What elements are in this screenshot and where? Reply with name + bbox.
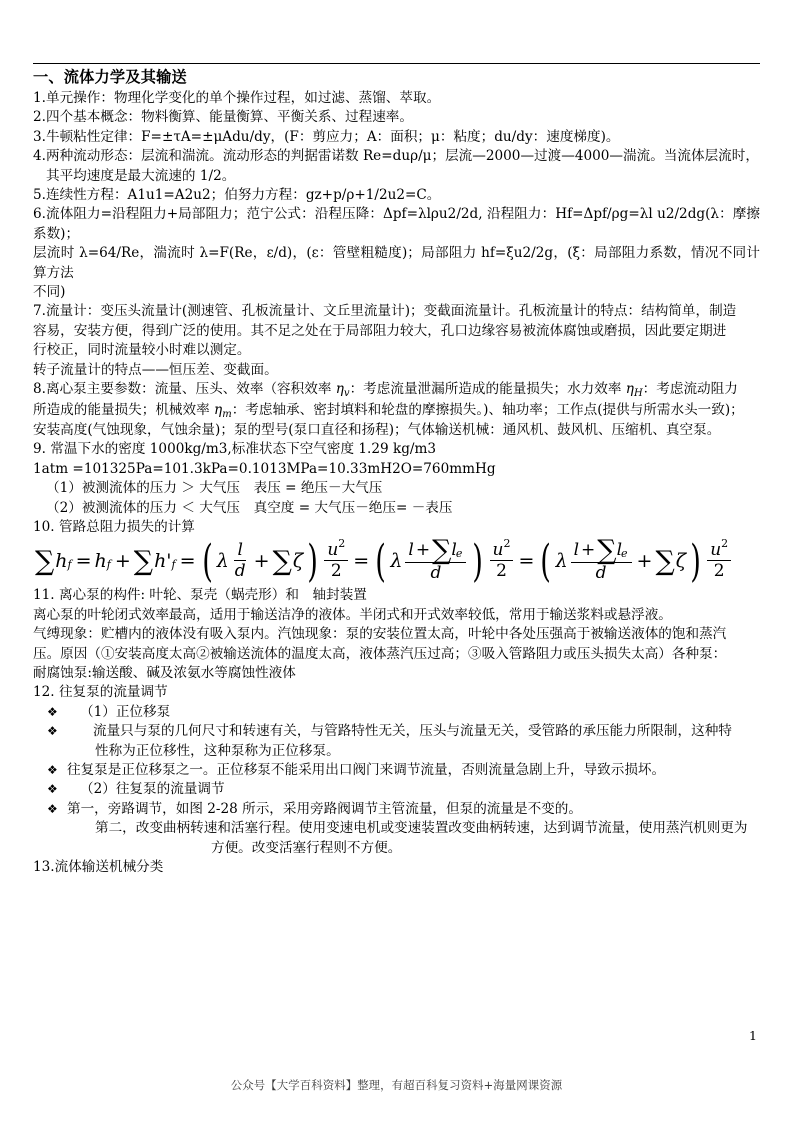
formula-den-2-3: 2	[713, 561, 725, 582]
formula-e-sub-1: e	[455, 547, 463, 561]
item-10: 10. 管路总阻力损失的计算	[33, 518, 195, 535]
formula-frac-u2-over-2-3	[707, 537, 731, 582]
item-9-line2: 1atm =101325Pa=101.3kPa=0.1013MPa=10.33mH2O=760mmHg	[33, 460, 496, 477]
item-5: 5.连续性方程：A1u1=A2u2；伯努力方程：gz+p/ρ+1/2u2=C。	[33, 187, 441, 204]
item-3: 3.牛顿粘性定律：F=±τA=±μAdu/dy，(F：剪应力；A：面积；μ：粘度；du/dy：速度梯度)。	[33, 128, 620, 145]
page-number: 1	[749, 1028, 757, 1043]
bullet-continuation-5a: 第二，改变曲柄转速和活塞行程。使用变速电机或变速装置改变曲柄转速，达到调节流量，使用蒸汽机则更为	[95, 820, 748, 837]
page-title: 一、流体力学及其输送	[33, 68, 187, 86]
formula-sigma-3: ∑	[272, 546, 292, 578]
bullet-label-2: 流量只与泵的几何尺寸和转速有关，与管路特性无关，压头与流量无关，受管路的承压能力所限制，这种特	[93, 723, 732, 740]
title-top-rule	[33, 63, 760, 64]
total-resistance-formula	[33, 535, 760, 587]
eta-volumetric-subscript: v	[343, 388, 350, 400]
item-9-line4-text: （2）被测流体的压力 ＜ 大气压 真空度 = 大气压－绝压= －表压	[46, 499, 453, 516]
formula-sigma-4: ∑	[432, 535, 452, 567]
formula-num-l-plus-sum-le-1	[405, 535, 466, 567]
item-6-line2: 层流时 λ=64/Re，湍流时 λ=F(Re，ε/d)，(ε：管壁粗糙度)；局部阻力 hf=ξu2/2g，(ξ：局部阻力系数，情况不同计算方法	[33, 245, 760, 281]
diamond-bullet-icon: ❖	[47, 724, 58, 739]
formula-exp-2-3: 2	[721, 537, 729, 551]
formula-u-sq-1	[324, 537, 348, 561]
item-7-line2: 容易，安装方便，得到广泛的使用。其不足之处在于局部阻力较大，孔口边缘容易被流体腐蚀或磨损，因此要定期进	[33, 322, 727, 339]
formula-sigma-1: ∑	[35, 546, 55, 578]
bullet-text-4	[67, 780, 760, 799]
bullet-text-2	[67, 722, 760, 741]
formula-d-1: d	[234, 561, 246, 582]
formula-equals-3: =	[353, 549, 370, 572]
item-11-line2: 离心泵的叶轮闭式效率最高，适用于输送洁净的液体。半闭式和开式效率较低，常用于输送浆料或悬浮液。	[33, 606, 672, 623]
list-item	[33, 800, 760, 819]
formula-h-1: h	[55, 549, 68, 572]
item-8-line2	[33, 401, 760, 421]
formula-num-l-plus-sum-le-2	[571, 535, 632, 567]
formula-u-sq-2	[490, 537, 514, 561]
item-7-line3: 行校正，同时流量较小时难以测定。	[33, 342, 251, 359]
formula-plus-5: +	[636, 549, 653, 572]
formula-u-2: u	[492, 539, 504, 560]
formula-plus-3: +	[415, 539, 431, 560]
item-8-part1: 8.离心泵主要参数：流量、压头、效率（容积效率	[33, 381, 336, 398]
list-item	[33, 780, 760, 799]
item-7-line1: 7.流量计：变压头流量计(测速管、孔板流量计、文丘里流量计)；变截面流量计。孔板流量计的特点：结构简单，制造	[33, 303, 737, 320]
formula-f-3: f	[171, 558, 176, 572]
formula-u-sq-3	[707, 537, 731, 561]
formula-den-2-1: 2	[330, 561, 342, 582]
item-4-line2-text: 其平均速度是最大流速的 1/2。	[46, 167, 236, 184]
item-9-line4	[33, 499, 760, 518]
item-9-line3-text: （1）被测流体的压力 ＞ 大气压 表压 = 绝压－大气压	[46, 480, 383, 497]
formula-hprime-1: h'	[154, 549, 172, 572]
item-4-line2	[33, 167, 760, 186]
formula-den-2-2: 2	[496, 561, 507, 582]
footer-watermark: 公众号【大学百科资料】整理，有超百科复习资料+海量网课资源	[230, 1078, 563, 1092]
bullet-text-5: 第一，旁路调节，如图 2-28 所示，采用旁路阀调节主管流量，但泵的流量是不变的。	[67, 800, 582, 817]
formula-lambda-1: λ	[216, 549, 229, 572]
item-7-line4: 转子流量计的特点——恒压差、变截面。	[33, 361, 278, 378]
formula-u-3: u	[710, 539, 722, 560]
item-11-line5: 耐腐蚀泵:输送酸、碱及浓氨水等腐蚀性液体	[33, 664, 296, 681]
formula-sigma-2: ∑	[133, 546, 154, 578]
formula-plus-2: +	[253, 549, 270, 572]
formula-equals-2: =	[179, 549, 196, 572]
formula-u-1: u	[327, 539, 339, 560]
item-2: 2.四个基本概念：物料衡算、能量衡算、平衡关系、过程速率。	[33, 109, 413, 126]
item-13: 13.流体输送机械分类	[33, 859, 164, 876]
formula-lambda-2: λ	[390, 549, 403, 572]
formula-sigma-5: ∑	[597, 535, 617, 567]
item-12: 12. 往复泵的流量调节	[33, 684, 168, 701]
formula-zeta-2: ζ	[675, 549, 687, 572]
bullet-continuation-5b: 方便。改变活塞行程则不方便。	[211, 839, 402, 856]
formula-sigma-6: ∑	[655, 546, 675, 578]
formula-frac-lsum-over-d-2	[571, 535, 632, 583]
formula-f-2: f	[106, 558, 111, 572]
eta-mechanical-subscript: m	[222, 408, 232, 420]
formula-equals-1: =	[75, 549, 92, 572]
bullet-text-3: 往复泵是正位移泵之一。正位移泵不能采用出口阀门来调节流量，否则流量急剧上升，导致示损坏。	[67, 762, 666, 778]
item-9-line3	[33, 479, 760, 498]
item-8-part2: ：考虑流量泄漏所造成的能量损失；水力效率	[349, 381, 626, 398]
item-8-part3: ：考虑流动阻力	[642, 381, 738, 398]
item-8-line3: 安装高度(气蚀现象，气蚀余量)；泵的型号(泵口直径和扬程)；气体输送机械：通风机、鼓风机、压缩机、真空泵。	[33, 421, 721, 438]
formula-h-2: h	[94, 549, 107, 572]
eta-hydraulic-symbol: η	[625, 381, 634, 398]
formula-l-2: l	[408, 539, 414, 560]
list-item	[33, 703, 760, 722]
item-9-line1: 9. 常温下水的密度 1000kg/m3,标准状态下空气密度 1.29 kg/m3	[33, 441, 437, 458]
item-8-part4: 所造成的能量损失；机械效率	[33, 401, 215, 418]
formula-plus-1: +	[114, 549, 131, 572]
item-1: 1.单元操作：物理化学变化的单个操作过程，如过滤、蒸馏、萃取。	[33, 90, 441, 106]
formula-l-3: l	[573, 539, 580, 560]
formula-equals-4: =	[518, 549, 535, 572]
item-6-line3: 不同)	[33, 284, 66, 301]
bullet-continuation-2: 性称为正位移性，这种泵称为正位移泵。	[95, 742, 340, 759]
eta-volumetric-symbol: η	[335, 381, 344, 398]
formula-row: ∑ h f = h f + ∑ h' f = ( λ $\frac{l}{d}$ + ∑ ζ ) u 2 2 = ( λ l + ∑ l e d ) u 2 2 = ( λ l + ∑ l e d + ∑ ζ ) u 2 2	[33, 539, 760, 582]
eta-mechanical-symbol: η	[214, 401, 223, 418]
item-4-line1: 4.两种流动形态：层流和湍流。流动形态的判据雷诺数 Re=duρ/μ；层流—2000—过渡—4000—湍流。当流体层流时，	[33, 148, 759, 165]
bullet-label-4: （2）往复泵的流量调节	[80, 781, 225, 798]
formula-l-1: l	[234, 541, 245, 561]
formula-le-1: l	[451, 539, 457, 560]
diamond-bullet-icon: ❖	[47, 704, 58, 719]
formula-exp-2-1: 2	[338, 537, 346, 551]
eta-hydraulic-subscript: H	[633, 388, 643, 400]
formula-frac-l-over-d-1	[232, 541, 249, 581]
formula-exp-2-2: 2	[503, 537, 511, 551]
diamond-bullet-icon: ❖	[47, 782, 58, 797]
diamond-bullet-icon: ❖	[47, 763, 58, 777]
item-8-part5: ：考虑轴承、密封填料和轮盘的摩擦损失。)、轴功率；工作点(提供与所需水头一致)；	[231, 401, 744, 418]
diamond-bullet-icon: ❖	[47, 801, 58, 816]
formula-le-2: l	[616, 539, 623, 560]
item-6-line1: 6.流体阻力=沿程阻力+局部阻力；范宁公式：沿程压降：Δpf=λlρu2/2d, 沿程阻力：Hf=Δpf/ρg=λl u2/2dg(λ：摩擦系数)；	[33, 206, 760, 242]
bullet-label-1: （1）正位移泵	[80, 703, 171, 720]
list-item	[33, 722, 760, 741]
bullet-text-1	[67, 703, 760, 722]
formula-plus-4: +	[581, 539, 596, 560]
formula-zeta-1: ζ	[292, 549, 304, 572]
formula-frac-u2-over-2-1	[324, 537, 348, 582]
formula-e-sub-2: e	[621, 547, 628, 561]
formula-d-3: d	[595, 562, 607, 583]
formula-frac-u2-over-2-2	[490, 537, 514, 582]
item-11-line1: 11. 离心泵的构件: 叶轮、泵壳（蜗壳形）和 轴封装置	[33, 587, 367, 604]
formula-d-2: d	[430, 562, 442, 583]
item-11-line4: 压。原因（①安装高度太高②被输送流体的温度太高，液体蒸汽压过高；③吸入管路阻力或压头损失太高）各种泵：	[33, 645, 727, 662]
item-8-line1	[33, 380, 760, 400]
formula-f-1: f	[67, 558, 72, 572]
list-item	[33, 761, 760, 780]
item-11-line3: 气缚现象：贮槽内的液体没有吸入泵内。汽蚀现象：泵的安装位置太高，叶轮中各处压强高于被输送液体的饱和蒸汽	[33, 626, 727, 643]
formula-lambda-3: λ	[555, 549, 568, 572]
formula-frac-lsum-over-d-1	[405, 535, 466, 583]
